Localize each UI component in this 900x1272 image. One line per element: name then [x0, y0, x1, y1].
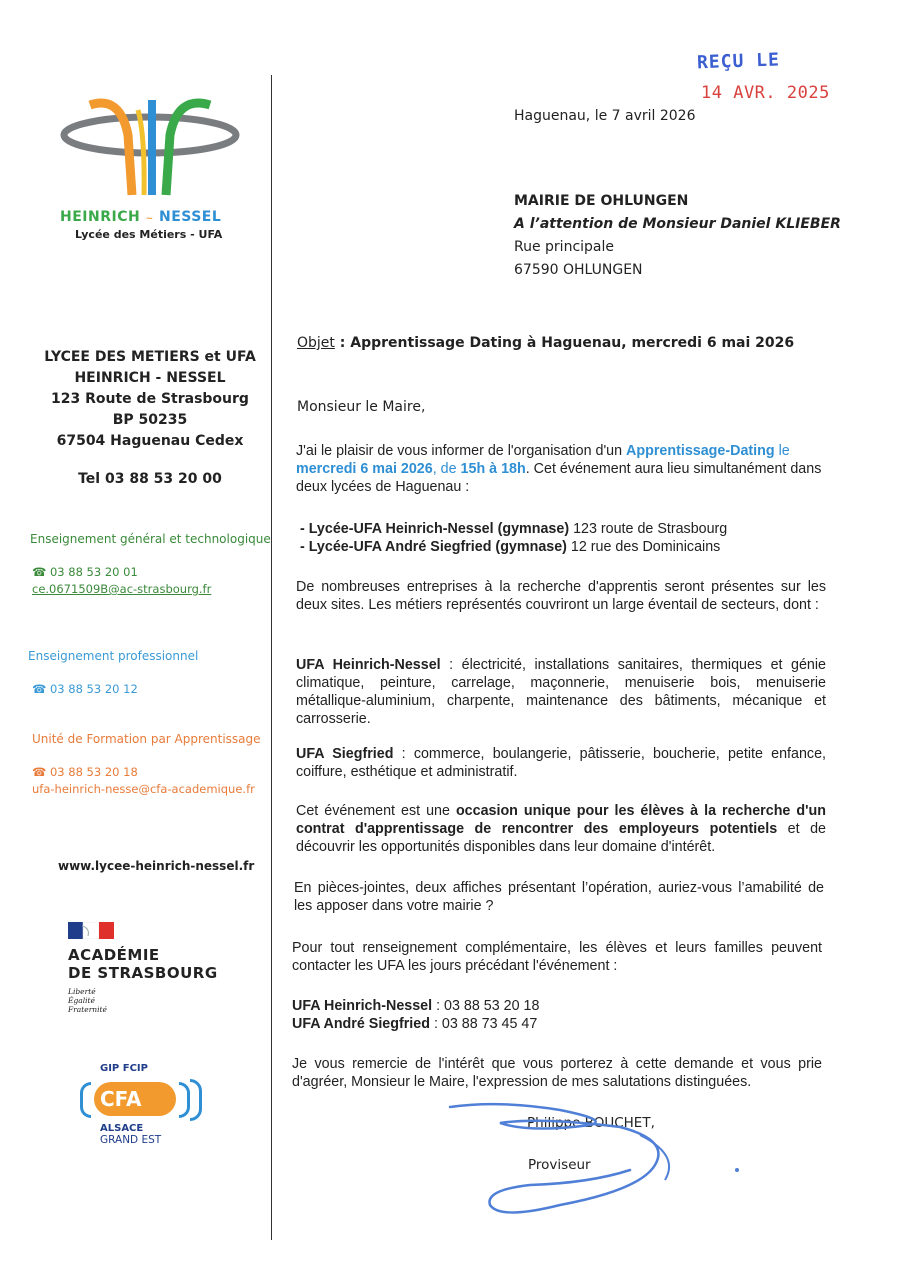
section-general-title: Enseignement général et technologique [30, 532, 271, 546]
ufa1-name: UFA Heinrich-Nessel [296, 657, 441, 673]
paragraph-companies: De nombreuses entreprises à la recherche d'apprentis seront présentes sur les deux sites. Les métiers représentés couvriront un large éventail de secteurs, dont : [296, 579, 826, 613]
cfa-right-bracket-outer-icon [190, 1079, 202, 1121]
received-date: 14 AVR. 2025 [701, 83, 830, 103]
contact-name: UFA Heinrich-Nessel [292, 998, 433, 1014]
section-ufa-phone [32, 765, 138, 779]
school-address-line: LYCEE DES METIERS et UFA [44, 349, 256, 365]
event-date: mercredi 6 mai 2026 [296, 461, 433, 477]
logo-name-part2: NESSEL [158, 209, 222, 225]
section-general-email[interactable]: ce.0671509B@ac-strasbourg.fr [32, 582, 212, 596]
academie-motto [68, 987, 218, 1014]
recipient-street: Rue principale [514, 239, 614, 255]
cfa-line2: GRAND EST [100, 1134, 162, 1146]
school-address-line: 123 Route de Strasbourg [51, 391, 249, 407]
subject-text: : Apprentissage Dating à Haguenau, mercredi 6 mai 2026 [334, 335, 795, 351]
contact-item [292, 1015, 822, 1033]
intro-text: . Cet événement aura lieu simultanément dans deux lycées de Haguenau : [296, 461, 822, 495]
academie-line1: ACADÉMIE [68, 946, 160, 964]
phone-icon: ☎ [32, 765, 47, 779]
subject-label: Objet [297, 335, 335, 351]
event-time: 15h à 18h [460, 461, 526, 477]
vertical-divider [271, 75, 272, 1240]
paragraph-closing: Je vous remercie de l'intérêt que vous porterez à cette demande et vous prie d'agréer, Monsieur le Maire, l'expression de mes salutations distinguées. [292, 1056, 822, 1090]
school-logo [60, 95, 240, 241]
section-ufa-email[interactable]: ufa-heinrich-nesse@cfa-academique.fr [32, 782, 255, 796]
paragraph-attachments: En pièces-jointes, deux affiches présentant l’opération, auriez-vous l’amabilité de les apposer dans votre mairie ? [294, 880, 824, 914]
academie-line2: DE STRASBOURG [68, 964, 218, 982]
contact-phone: : 03 88 53 20 18 [432, 998, 540, 1014]
paragraph-intro [296, 442, 826, 496]
cfa-badge [80, 1079, 210, 1119]
paragraph-ufa1 [296, 656, 826, 728]
recipient-city: 67590 OHLUNGEN [514, 262, 643, 278]
logo-emblem [60, 95, 240, 210]
ufa2-trades: : commerce, boulangerie, pâtisserie, boucherie, petite enfance, coiffure, esthétique et administratif. [296, 746, 826, 780]
logo-subtitle: Lycée des Métiers - UFA [75, 228, 223, 241]
school-address-line: HEINRICH - NESSEL [74, 370, 226, 386]
ufa2-name: UFA Siegfried [296, 746, 394, 762]
cfa-name: CFA [94, 1082, 176, 1116]
school-website[interactable]: www.lycee-heinrich-nessel.fr [58, 859, 255, 873]
site-item [300, 538, 830, 556]
sites-list [300, 520, 830, 556]
handwritten-signature [440, 1095, 760, 1235]
recipient-block [514, 190, 841, 282]
letter-body [296, 442, 826, 496]
logo-name-separator: ~ [145, 214, 154, 224]
received-stamp [697, 50, 830, 103]
paragraph-opportunity [296, 802, 826, 856]
place-date: Haguenau, le 7 avril 2026 [514, 108, 696, 124]
signer-name: Philippe BOUCHET, [527, 1115, 655, 1131]
contact-item [292, 997, 822, 1015]
opportunity-highlight: occasion unique pour les élèves à la recherche d'un contrat d'apprentissage de rencontrer des employeurs potentiels [296, 803, 826, 837]
recipient-name: MAIRIE DE OHLUNGEN [514, 193, 689, 209]
contact-phone: : 03 88 73 45 47 [429, 1016, 538, 1032]
contact-name: UFA André Siegfried [292, 1016, 430, 1032]
phone-icon: ☎ [32, 565, 47, 579]
cfa-line1: ALSACE [100, 1123, 144, 1134]
subject-line [297, 335, 794, 351]
site-name: - Lycée-UFA Heinrich-Nessel (gymnase) [300, 521, 570, 537]
site-address: 12 rue des Dominicains [566, 539, 721, 555]
ufa1-trades: : électricité, installations sanitaires, thermiques et génie climatique, peinture, carrelage, maçonnerie, menuiserie bois, menuiserie métallique-aluminium, charpente, maintenance des bâtiments, mécanique et carrosserie. [296, 657, 826, 727]
site-address: 123 route de Strasbourg [569, 521, 728, 537]
section-ufa-phone-number: 03 88 53 20 18 [49, 765, 138, 779]
paragraph-ufa2 [296, 745, 826, 781]
cfa-logo [80, 1063, 210, 1146]
section-general-phone-number: 03 88 53 20 01 [49, 565, 138, 579]
section-pro-title: Enseignement professionnel [28, 649, 199, 663]
salutation: Monsieur le Maire, [297, 399, 426, 415]
signer-title: Proviseur [528, 1157, 591, 1173]
phone-icon: ☎ [32, 682, 47, 696]
marianne-flag-icon [68, 922, 114, 939]
site-name: - Lycée-UFA André Siegfried (gymnase) [300, 539, 567, 555]
recipient-attention: A l’attention de Monsieur Daniel KLIEBER [514, 216, 841, 232]
academie-motto-line: Égalité [68, 996, 95, 1005]
contact-list [292, 997, 822, 1033]
opportunity-text: Cet événement est une [296, 803, 456, 819]
section-pro-phone [32, 682, 138, 696]
section-ufa-title: Unité de Formation par Apprentissage [32, 732, 261, 746]
cfa-right-bracket-icon [179, 1082, 190, 1118]
cfa-top-label: GIP FCIP [100, 1063, 148, 1074]
school-address-line: 67504 Haguenau Cedex [56, 433, 244, 449]
intro-text: J'ai le plaisir de vous informer de l'organisation d'un [296, 443, 627, 459]
cfa-left-bracket-icon [80, 1082, 91, 1118]
school-address [30, 347, 270, 452]
intro-text: le [774, 443, 790, 459]
academie-logo [68, 922, 218, 1014]
paragraph-contact-intro: Pour tout renseignement complémentaire, les élèves et leurs familles peuvent contacter les UFA les jours précédant l'événement : [292, 940, 822, 974]
academie-motto-line: Fraternité [68, 1005, 107, 1014]
logo-name-part1: HEINRICH [60, 209, 141, 225]
academie-motto-line: Liberté [68, 987, 96, 996]
event-name: Apprentissage-Dating [626, 443, 775, 459]
received-label: REÇU LE [696, 49, 781, 74]
logo-name [60, 209, 240, 225]
site-item [300, 520, 830, 538]
opportunity-text: et de découvrir les opportunités disponibles dans leur domaine d'intérêt. [296, 821, 826, 855]
section-pro-phone-number: 03 88 53 20 12 [49, 682, 138, 696]
section-general-phone [32, 565, 138, 579]
school-address-line: BP 50235 [112, 412, 188, 428]
intro-text: , de [432, 461, 461, 477]
school-tel: Tel 03 88 53 20 00 [78, 471, 222, 487]
